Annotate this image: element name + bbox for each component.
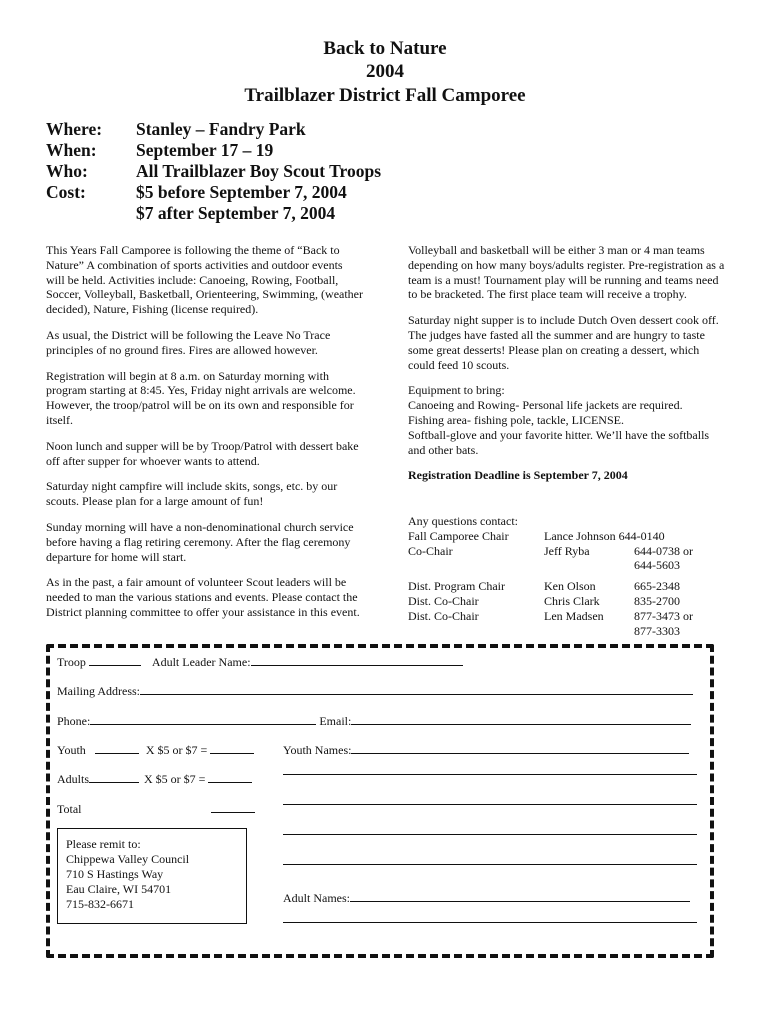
info-label <box>46 203 136 224</box>
contact-name: Lance Johnson 644-0140 <box>544 528 665 543</box>
contact-intro: Any questions contact: <box>408 514 518 528</box>
name-line[interactable] <box>283 774 697 775</box>
email-field[interactable] <box>351 713 691 725</box>
remit-line: Eau Claire, WI 54701 <box>66 882 172 896</box>
registration-deadline: Registration Deadline is September 7, 2004 <box>408 468 628 483</box>
right-column <box>408 243 726 495</box>
mailing-address-label: Mailing Address: <box>57 684 140 698</box>
adult-names-label: Adult Names: <box>283 891 350 905</box>
youth-names-row <box>283 742 689 758</box>
contact-phone: 644-0738 or <box>634 543 693 558</box>
troop-row <box>57 654 463 670</box>
contact-role: Co-Chair <box>408 543 453 558</box>
paragraph: This Years Fall Camporee is following the theme of “Back to Nature” A combination of sports activities and outdoor events will be held. Activities include: Canoeing, Rowing, Football, Soccer, Volleyball, Basketball, Orienteering, Swimming, (weather decided), Nature, Fishing (license required). <box>46 243 363 317</box>
contact-phone: 835-2700 <box>634 593 680 608</box>
contact-phone: 665-2348 <box>634 579 680 594</box>
paragraph: Sunday morning will have a non-denominational church service before having a flag retiring ceremony. After the flag ceremony departure for home will start. <box>46 519 354 564</box>
name-line[interactable] <box>283 834 697 835</box>
paragraph: As in the past, a fair amount of volunteer Scout leaders will be needed to man the various stations and events. Please contact the District planning committee to offer your assistance in this event. <box>46 575 360 619</box>
contact-name: Ken Olson <box>544 579 596 594</box>
mailing-row <box>57 683 693 699</box>
equipment-item: Fishing area- fishing pole, tackle, LICENSE. <box>408 412 624 427</box>
paragraph: Noon lunch and supper will be by Troop/Patrol with dessert bake off after supper for whoever wants to attend. <box>46 438 359 468</box>
contact-name <box>544 558 634 573</box>
troop-label: Troop <box>57 655 86 669</box>
info-label: Who: <box>46 161 88 181</box>
equipment-item: Canoeing and Rowing- Personal life jackets are required. <box>408 398 683 413</box>
equipment-item: Softball-glove and your favorite hitter. We’ll have the softballs and other bats. <box>408 427 710 457</box>
contact-phone: 877-3473 or <box>634 608 693 623</box>
contact-phone: 644-5603 <box>634 558 680 573</box>
info-where <box>46 119 381 140</box>
contact-role: Dist. Program Chair <box>408 579 505 594</box>
adult-leader-field[interactable] <box>251 654 463 666</box>
phone-field[interactable] <box>90 713 316 725</box>
name-line[interactable] <box>283 864 697 865</box>
contact-name: Jeff Ryba <box>544 543 590 558</box>
title-event: Trailblazer District Fall Camporee <box>244 85 526 106</box>
event-info <box>46 119 381 224</box>
email-label: Email: <box>319 714 352 728</box>
info-value: All Trailblazer Boy Scout Troops <box>136 161 382 181</box>
youth-names-field[interactable] <box>351 742 689 754</box>
info-value: $7 after September 7, 2004 <box>136 203 336 223</box>
remit-line: Please remit to: <box>66 837 141 851</box>
title-year: 2004 <box>366 61 404 82</box>
equipment-list <box>408 383 726 457</box>
contact-row <box>408 624 728 639</box>
adults-row <box>57 771 252 787</box>
phone-label: Phone: <box>57 714 91 728</box>
contact-role: Fall Camporee Chair <box>408 528 509 543</box>
contact-row <box>408 594 728 609</box>
remit-line: 710 S Hastings Way <box>66 867 164 881</box>
info-label: Cost: <box>46 182 86 202</box>
info-who <box>46 161 381 182</box>
contact-name: Chris Clark <box>544 593 600 608</box>
youth-names-label: Youth Names: <box>283 743 352 757</box>
youth-count-field[interactable] <box>95 742 139 754</box>
adult-names-field[interactable] <box>350 890 690 902</box>
adults-total-field[interactable] <box>208 771 252 783</box>
name-line[interactable] <box>283 922 697 923</box>
paragraph: Registration will begin at 8 a.m. on Saturday morning with program starting at 8:45. Yes, Friday night arrivals are welcome. However, the troop/patrol will be on its own and responsible for itself. <box>46 368 356 427</box>
info-value: Stanley – Fandry Park <box>136 119 306 139</box>
contact-table <box>408 514 728 638</box>
total-label: Total <box>57 802 82 816</box>
equipment-title: Equipment to bring: <box>408 383 505 398</box>
info-label: When: <box>46 140 97 160</box>
contact-name: Len Madsen <box>544 608 604 623</box>
contact-role: Dist. Co-Chair <box>408 593 479 608</box>
total-row <box>57 801 255 817</box>
contact-row <box>408 558 728 573</box>
paragraph: As usual, the District will be following the Leave No Trace principles of no ground fires. Fires are allowed however. <box>46 327 331 357</box>
contact-name <box>544 624 634 639</box>
troop-field[interactable] <box>89 654 141 666</box>
contact-row <box>408 529 728 544</box>
info-value: September 17 – 19 <box>136 140 274 160</box>
info-when <box>46 140 381 161</box>
youth-label: Youth <box>57 743 86 757</box>
youth-total-field[interactable] <box>210 742 254 754</box>
contact-row <box>408 609 728 624</box>
adults-count-field[interactable] <box>89 771 139 783</box>
remit-line: Chippewa Valley Council <box>66 852 190 866</box>
youth-row <box>57 742 254 758</box>
info-cost-late <box>46 203 381 224</box>
info-value: $5 before September 7, 2004 <box>136 182 347 202</box>
contact-row <box>408 579 728 594</box>
left-column <box>46 243 364 631</box>
contact-role <box>408 624 544 639</box>
contact-role: Dist. Co-Chair <box>408 608 479 623</box>
contact-role <box>408 558 544 573</box>
title-line1: Back to Nature <box>323 38 447 59</box>
paragraph: Saturday night supper is to include Dutch Oven dessert cook off. The judges have fasted all the summer and are hungry to taste some great desserts! Please plan on creating a dessert, which could feed 10 scouts. <box>408 313 719 372</box>
contact-phone: 877-3303 <box>634 623 680 638</box>
name-line[interactable] <box>283 804 697 805</box>
contact-row <box>408 544 728 559</box>
mailing-address-field[interactable] <box>140 683 693 695</box>
adult-leader-label: Adult Leader Name: <box>151 655 251 669</box>
info-cost <box>46 182 381 203</box>
adults-calc-label: X $5 or $7 = <box>144 772 206 786</box>
info-label: Where: <box>46 119 103 139</box>
phone-email-row <box>57 713 691 729</box>
youth-calc-label: X $5 or $7 = <box>145 743 208 757</box>
adults-label: Adults <box>57 772 90 786</box>
remit-box <box>57 828 247 924</box>
grand-total-field[interactable] <box>211 801 255 813</box>
adult-names-row <box>283 890 690 906</box>
remit-line: 715-832-6671 <box>66 897 134 911</box>
paragraph: Saturday night campfire will include skits, songs, etc. by our scouts. Please plan for a large amount of fun! <box>46 479 338 509</box>
paragraph: Volleyball and basketball will be either 3 man or 4 man teams depending on how many boys/adults register. Pre-registration as a team is a must! Tournament play will be running and teams need to be bracketed. The first place team will receive a trophy. <box>408 243 725 302</box>
